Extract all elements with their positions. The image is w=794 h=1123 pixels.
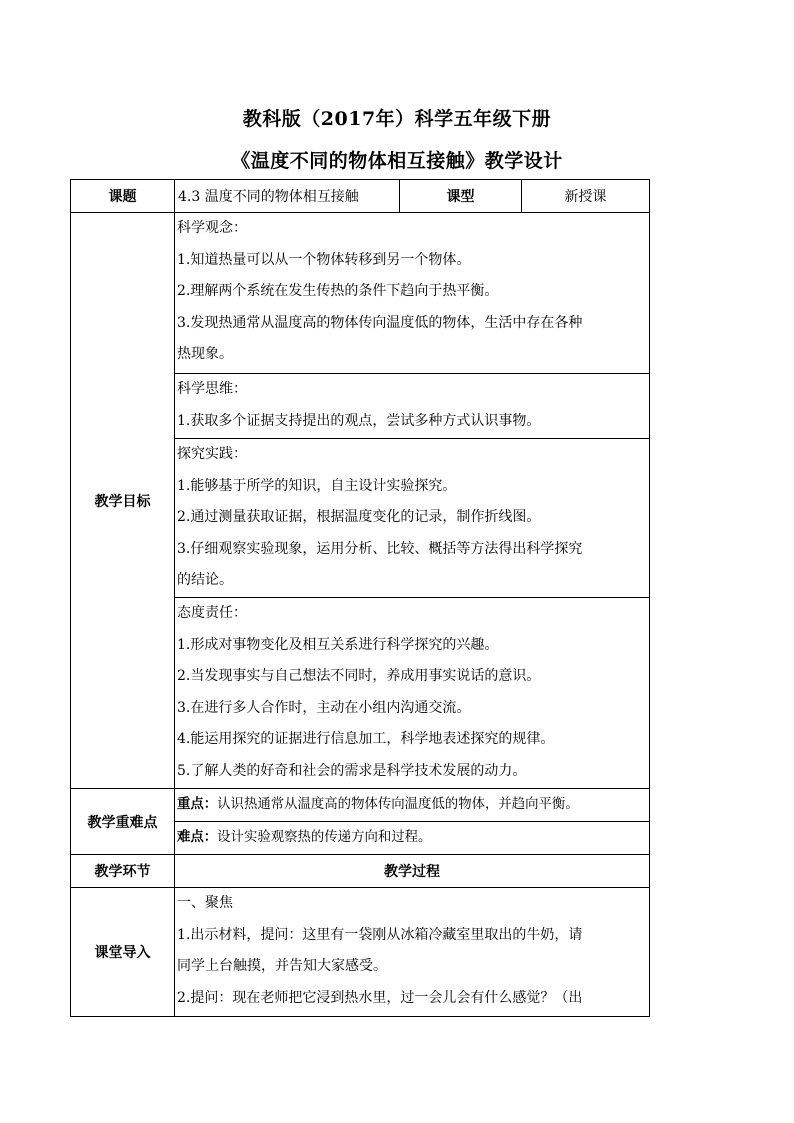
- objective-item: 1.知道热量可以从一个物体转移到另一个物体。: [177, 251, 471, 268]
- objective-section-attitude: [175, 598, 650, 789]
- intro-line: 同学上台触摸，并告知大家感受。: [177, 958, 387, 975]
- objective-item: 2.通过测量获取证据，根据温度变化的记录，制作折线图。: [177, 509, 541, 526]
- objective-section-practice: [175, 439, 650, 598]
- objective-item: 3.在进行多人合作时，主动在小组内沟通交流。: [177, 699, 471, 716]
- difficulty-cell: [175, 822, 650, 855]
- document-title: 教科版（2017年）科学五年级下册: [242, 108, 552, 130]
- intro-line: 2.提问：现在老师把它浸到热水里，过一会儿会有什么感觉？（出: [177, 989, 583, 1006]
- intro-content: [175, 888, 650, 1017]
- objectives-label: 教学目标: [71, 213, 175, 789]
- section-heading: 探究实践：: [177, 446, 247, 462]
- type-value: 新授课: [522, 180, 650, 213]
- objective-item: 热现象。: [177, 346, 233, 363]
- objective-item: 5.了解人类的好奇和社会的需求是科学技术发展的动力。: [177, 762, 527, 779]
- objective-item: 1.获取多个证据支持提出的观点，尝试多种方式认识事物。: [177, 412, 541, 429]
- intro-row: [71, 888, 650, 1017]
- process-header-row: [71, 855, 650, 888]
- topic-value: 4.3 温度不同的物体相互接触: [175, 180, 400, 213]
- key-points-label: 教学重难点: [71, 789, 175, 855]
- intro-label: 课堂导入: [71, 888, 175, 1017]
- objective-item: 的结论。: [177, 572, 233, 589]
- intro-line: 1.出示材料，提问：这里有一袋刚从冰箱冷藏室里取出的牛奶，请: [177, 926, 583, 943]
- section-heading: 科学观念：: [177, 220, 247, 236]
- objectives-row-concepts: [71, 213, 650, 374]
- section-heading: 态度责任：: [177, 605, 247, 621]
- objective-section-thinking: [175, 374, 650, 439]
- key-points-row-focus: [71, 789, 650, 822]
- difficulty-label: 难点：: [177, 829, 218, 845]
- topic-row: [71, 180, 650, 213]
- objective-item: 1.能够基于所学的知识，自主设计实验探究。: [177, 477, 457, 494]
- objective-section-concepts: [175, 213, 650, 374]
- objective-item: 4.能运用探究的证据进行信息加工，科学地表述探究的规律。: [177, 731, 555, 748]
- objective-item: 2.当发现事实与自己想法不同时，养成用事实说话的意识。: [177, 668, 541, 685]
- objective-item: 3.仔细观察实验现象，运用分析、比较、概括等方法得出科学探究: [177, 540, 583, 557]
- section-heading: 科学思维：: [177, 381, 247, 397]
- process-header: 教学过程: [175, 855, 650, 888]
- intro-line: 一、聚焦: [177, 895, 233, 911]
- lesson-plan-table: [70, 179, 650, 1017]
- difficulty-text: 设计实验观察热的传递方向和过程。: [217, 830, 432, 845]
- focus-label: 重点：: [177, 796, 218, 812]
- focus-text: 认识热通常从温度高的物体传向温度低的物体，并趋向平衡。: [217, 797, 579, 812]
- objective-item: 1.形成对事物变化及相互关系进行科学探究的兴趣。: [177, 636, 499, 653]
- objective-item: 3.发现热通常从温度高的物体传向温度低的物体，生活中存在各种: [177, 314, 583, 331]
- type-label: 课型: [400, 180, 522, 213]
- stage-header: 教学环节: [71, 855, 175, 888]
- topic-label: 课题: [71, 180, 175, 213]
- document-subtitle: 《温度不同的物体相互接触》教学设计: [231, 150, 563, 172]
- objective-item: 2.理解两个系统在发生传热的条件下趋向于热平衡。: [177, 283, 499, 300]
- focus-cell: [175, 789, 650, 822]
